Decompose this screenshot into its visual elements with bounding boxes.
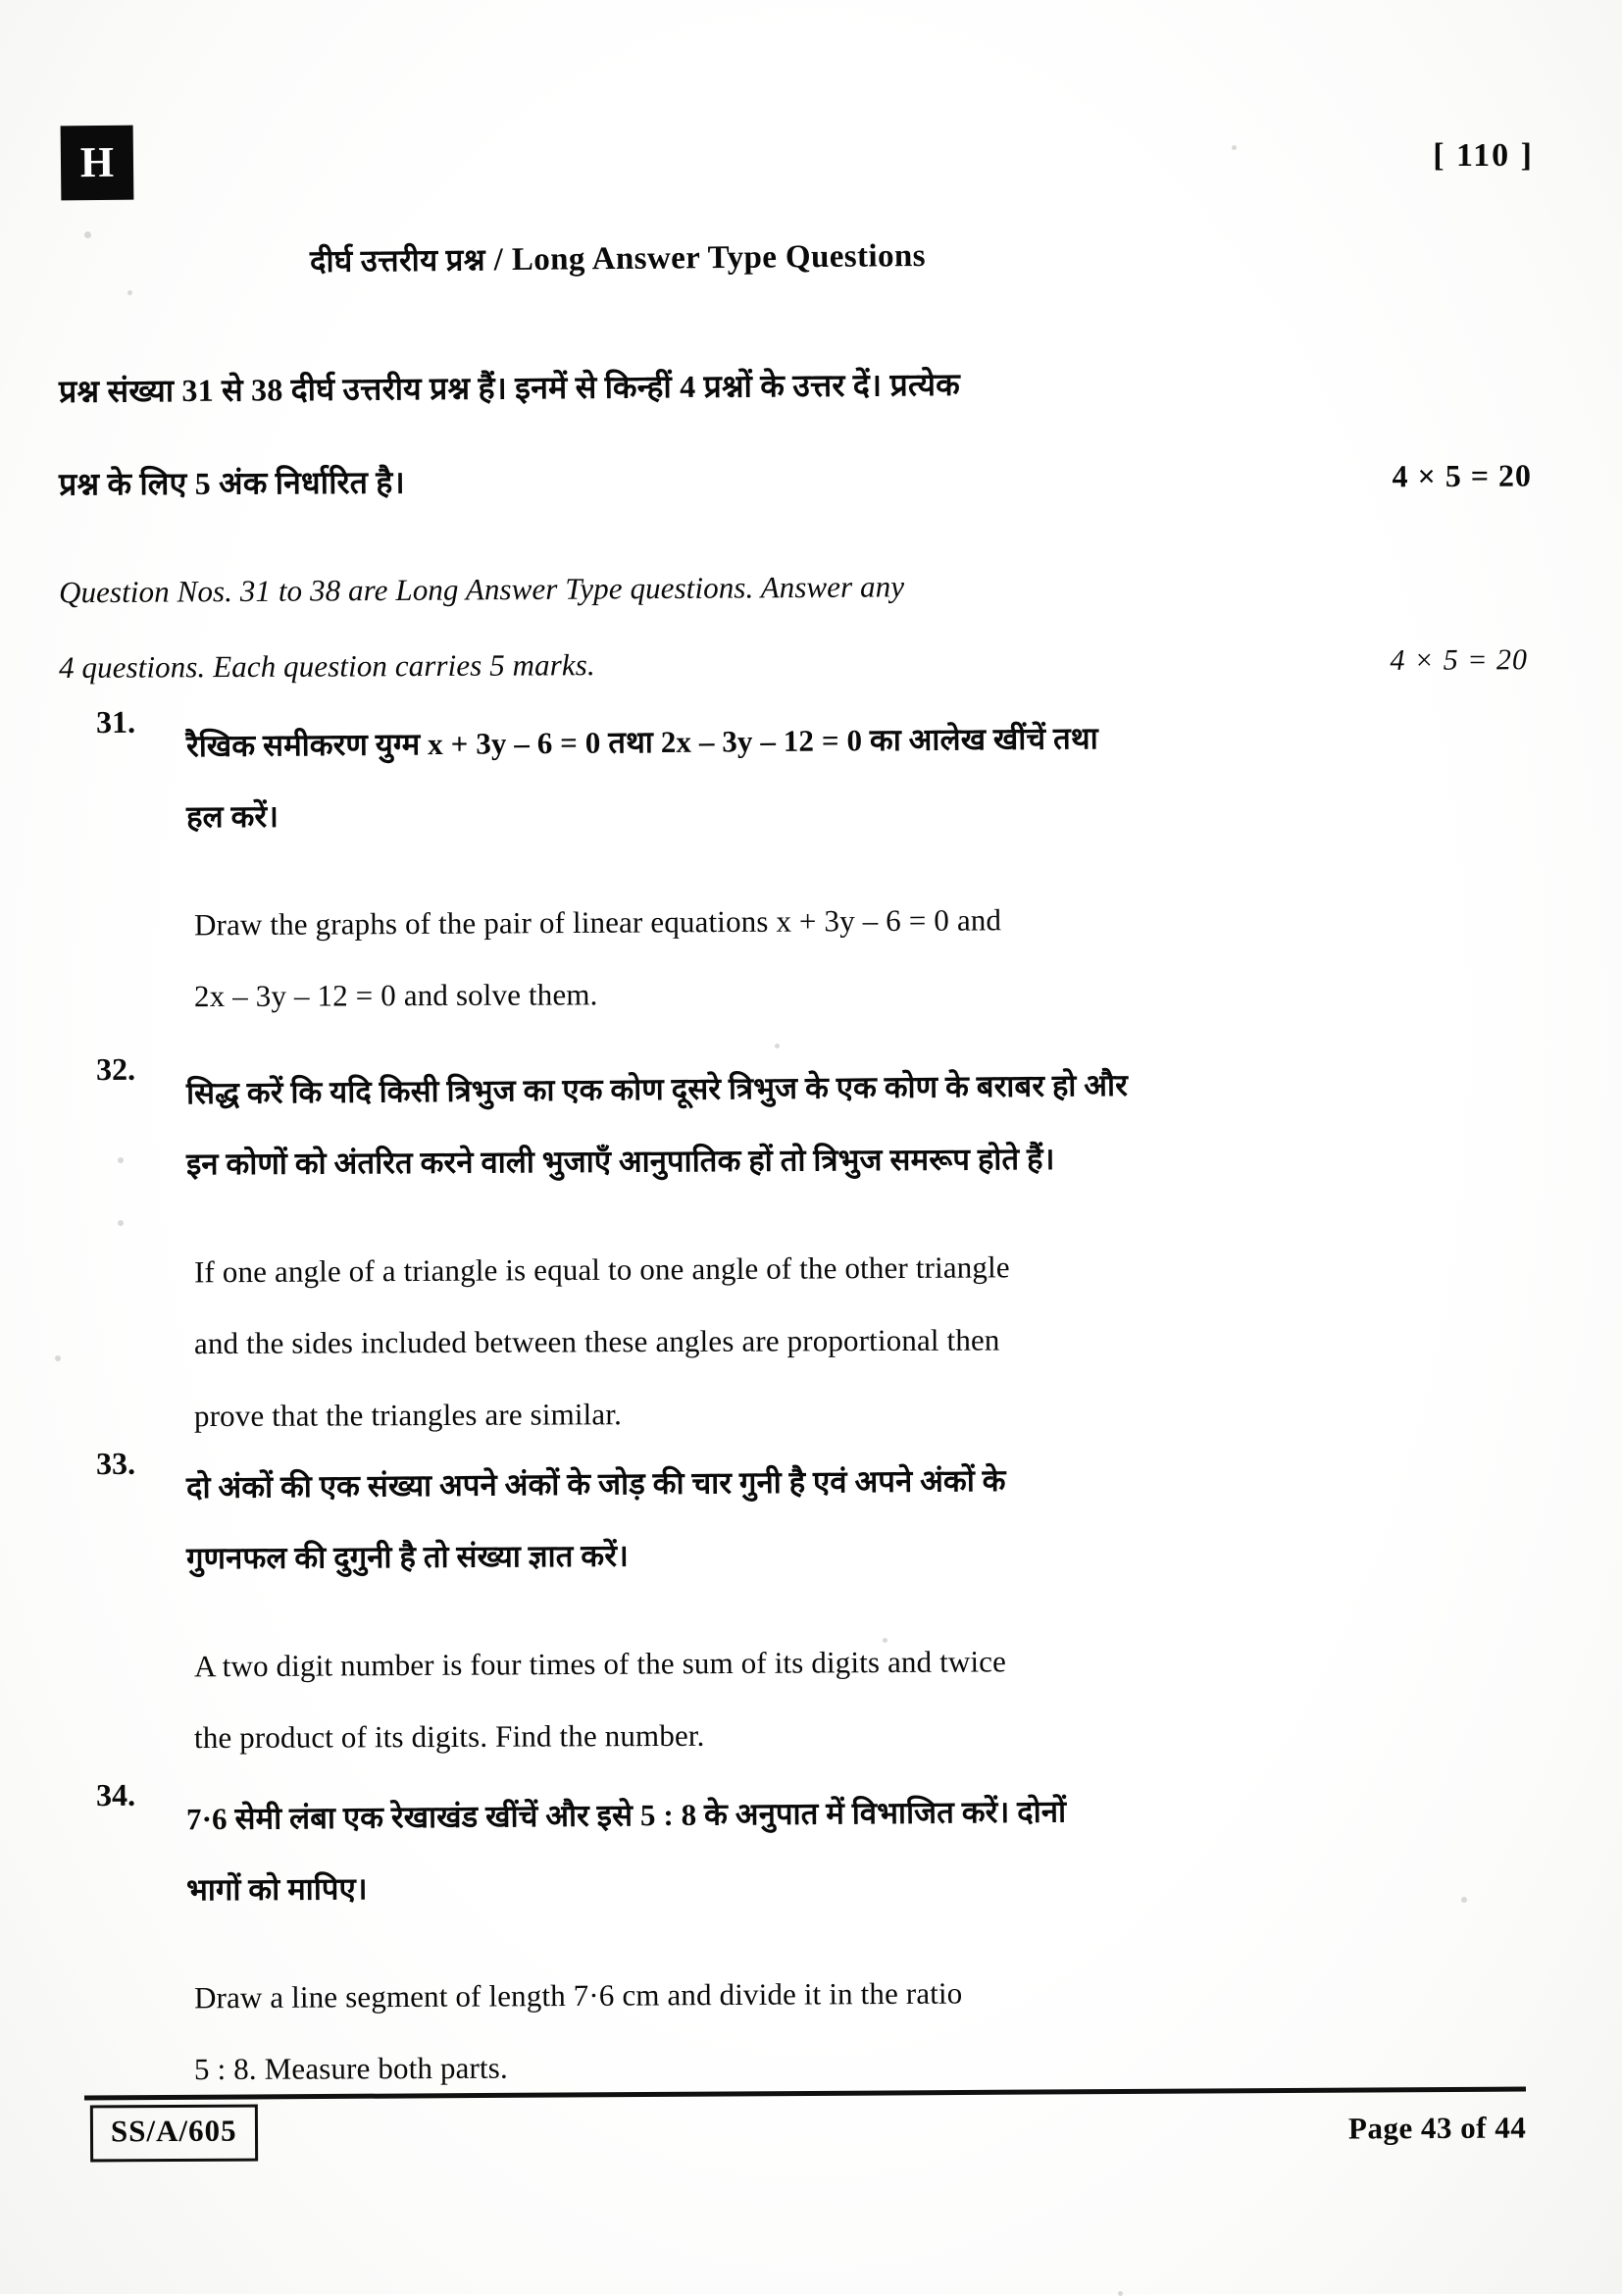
- question-33-hindi-line-1: दो अंकों की एक संख्या अपने अंकों के जोड़ की चार गुनी है एवं अपने अंकों के: [185, 1462, 1006, 1505]
- question-31-hindi-line-2: हल करें।: [185, 798, 279, 835]
- scan-speck: [84, 231, 91, 238]
- section-title-english: Long Answer Type Questions: [511, 237, 927, 279]
- question-31-english: [194, 885, 1587, 1030]
- question-32-hindi: [186, 1051, 1589, 1197]
- section-title-hindi: दीर्घ उत्तरीय प्रश्न: [309, 242, 486, 280]
- question-33-hindi-line-2: गुणनफल की दुगुनी है तो संख्या ज्ञात करें।: [185, 1538, 629, 1576]
- question-32-number: 32.: [95, 1050, 136, 1088]
- question-31-hindi: [186, 704, 1589, 849]
- section-title-separator: /: [484, 242, 513, 279]
- question-34-english-line-2: 5 : 8. Measure both parts.: [193, 2050, 508, 2087]
- question-33-english-line-2: the product of its digits. Find the number.: [193, 1717, 705, 1756]
- instructions-hindi: [59, 338, 1559, 527]
- instructions-hindi-marks: 4 × 5 = 20: [1392, 457, 1533, 494]
- question-32-english-line-1: If one angle of a triangle is equal to one angle of the other triangle: [193, 1250, 1010, 1290]
- question-33-hindi: [186, 1446, 1589, 1591]
- question-33-number: 33.: [95, 1445, 136, 1482]
- instructions-english-line-2-row: [59, 622, 1559, 706]
- paper-code: SS/A/605: [90, 2105, 258, 2163]
- question-32-english-line-2: and the sides included between these angles are proportional then: [193, 1322, 1000, 1361]
- scan-speck: [775, 1044, 780, 1048]
- scan-speck: [1232, 145, 1237, 150]
- question-34-hindi-line-2: भागों को मापिए।: [185, 1871, 368, 1908]
- scan-speck: [127, 290, 132, 295]
- question-34-number: 34.: [95, 1776, 136, 1813]
- question-32-english: [194, 1232, 1587, 1450]
- paper-set-number: [ 110 ]: [1433, 137, 1534, 174]
- scan-speck: [118, 1157, 124, 1163]
- instructions-english-line-1: Question Nos. 31 to 38 are Long Answer Type questions. Answer any: [58, 569, 905, 610]
- question-31-english-line-2: 2x – 3y – 12 = 0 and solve them.: [193, 977, 598, 1014]
- question-34-english: [194, 1958, 1587, 2103]
- question-33-english: [194, 1626, 1587, 1771]
- instructions-hindi-line-1: प्रश्न संख्या 31 से 38 दीर्घ उत्तरीय प्रश्न हैं। इनमें से किन्हीं 4 प्रश्नों के उत्तर दें। प्रत्येक: [58, 366, 961, 410]
- question-34-english-line-1: Draw a line segment of length 7·6 cm and divide it in the ratio: [193, 1975, 963, 2015]
- page-number-label: Page 43 of 44: [1347, 2110, 1527, 2146]
- question-33-english-line-1: A two digit number is four times of the sum of its digits and twice: [193, 1644, 1007, 1684]
- question-31-number: 31.: [95, 703, 136, 740]
- scan-speck: [55, 1355, 61, 1361]
- question-32-hindi-line-2: इन कोणों को अंतरित करने वाली भुजाएँ आनुपातिक हों तो त्रिभुज समरूप होते हैं।: [185, 1141, 1055, 1182]
- question-31-hindi-line-1: रैखिक समीकरण युग्म x + 3y – 6 = 0 तथा 2x – 3y – 12 = 0 का आलेख खींचें तथा: [185, 721, 1098, 764]
- instructions-hindi-line-2: प्रश्न के लिए 5 अंक निर्धारित है।: [58, 464, 405, 502]
- instructions-hindi-line-2-row: [59, 428, 1560, 531]
- question-34-hindi: [186, 1777, 1589, 1922]
- instructions-english: [59, 549, 1559, 702]
- page-header: [61, 126, 1551, 233]
- instructions-english-marks: 4 × 5 = 20: [1390, 643, 1529, 677]
- question-34-hindi-line-1: 7·6 सेमी लंबा एक रेखाखंड खींचें और इसे 5 : 8 के अनुपात में विभाजित करें। दोनों: [185, 1794, 1067, 1837]
- hindi-medium-badge: H: [61, 126, 134, 201]
- scan-speck: [118, 1220, 124, 1226]
- question-32-english-line-3: prove that the triangles are similar.: [193, 1397, 623, 1434]
- scan-speck: [1461, 1897, 1467, 1903]
- question-31-english-line-1: Draw the graphs of the pair of linear equations x + 3y – 6 = 0 and: [193, 902, 1002, 943]
- section-title: [310, 234, 926, 281]
- question-32-hindi-line-1: सिद्ध करें कि यदि किसी त्रिभुज का एक कोण दूसरे त्रिभुज के एक कोण के बराबर हो और: [185, 1067, 1129, 1111]
- instructions-english-line-2: 4 questions. Each question carries 5 marks.: [58, 647, 595, 686]
- scan-speck: [883, 1638, 887, 1643]
